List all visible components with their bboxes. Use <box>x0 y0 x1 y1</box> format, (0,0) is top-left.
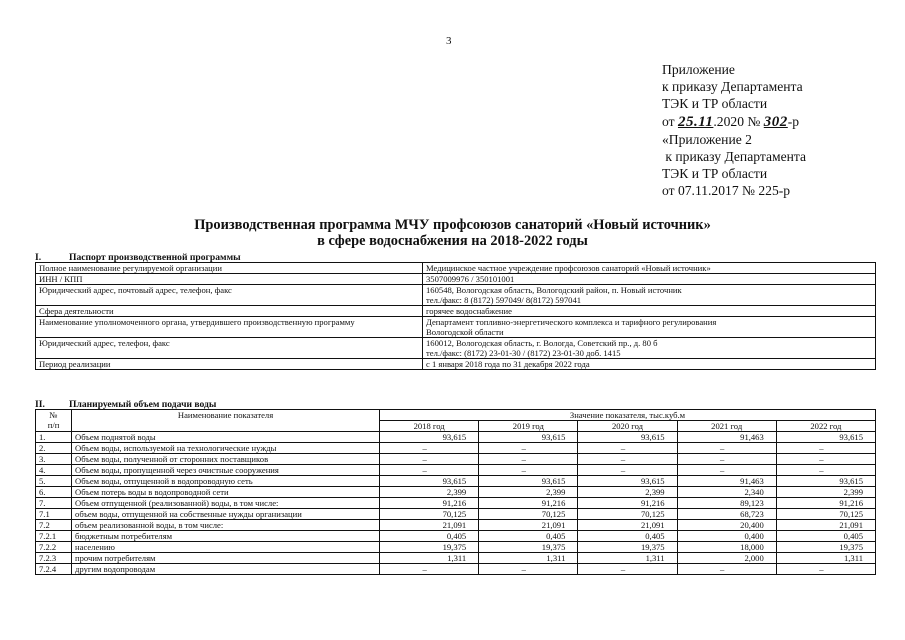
row-indicator-name: объем реализованной воды, в том числе: <box>72 520 380 531</box>
passport-key: Сфера деятельности <box>36 306 423 317</box>
row-value: – <box>479 564 578 575</box>
passport-value-line: Медицинское частное учреждение профсоюзов санаторий «Новый источник» <box>426 263 711 273</box>
row-value: 21,091 <box>479 520 578 531</box>
row-value: – <box>578 454 677 465</box>
row-value: – <box>380 454 479 465</box>
passport-value <box>423 263 876 274</box>
row-indicator-name: Объем поднятой воды <box>72 432 380 443</box>
appendix-line: к приказу Департамента <box>662 79 803 95</box>
row-value: 20,400 <box>677 520 776 531</box>
row-indicator-name: Объем воды, используемой на технологические нужды <box>72 443 380 454</box>
row-value: 18,000 <box>677 542 776 553</box>
row-value: – <box>380 443 479 454</box>
row-value: 2,399 <box>578 487 677 498</box>
appendix-order-date <box>662 113 806 131</box>
row-value: 1,311 <box>776 553 875 564</box>
row-number: 4. <box>36 465 72 476</box>
appendix-line: ТЭК и ТР области <box>662 166 768 182</box>
row-number: 7.2.3 <box>36 553 72 564</box>
row-value: 0,405 <box>479 531 578 542</box>
row-value: 91,463 <box>677 476 776 487</box>
table-row <box>36 443 876 454</box>
row-value: 21,091 <box>776 520 875 531</box>
appendix-year: .2020 № <box>713 113 761 129</box>
passport-row <box>36 359 876 370</box>
passport-table <box>35 262 876 370</box>
passport-row <box>36 274 876 285</box>
row-value: 91,216 <box>776 498 875 509</box>
passport-key: Полное наименование регулируемой организации <box>36 263 423 274</box>
appendix-prefix: от <box>662 113 675 129</box>
page-number: 3 <box>446 35 452 47</box>
handwritten-order-number: 302 <box>763 113 788 130</box>
row-value: 1,311 <box>578 553 677 564</box>
row-value: 93,615 <box>776 432 875 443</box>
passport-key: Юридический адрес, почтовый адрес, телефон, факс <box>36 285 423 306</box>
row-number: 7.1 <box>36 509 72 520</box>
row-value: 70,125 <box>380 509 479 520</box>
row-value: – <box>578 443 677 454</box>
handwritten-date: 25.11 <box>677 113 714 130</box>
year-header: 2019 год <box>479 421 578 432</box>
row-value: – <box>578 465 677 476</box>
row-value: – <box>677 454 776 465</box>
year-header: 2022 год <box>776 421 875 432</box>
table-row <box>36 476 876 487</box>
row-value: – <box>677 443 776 454</box>
row-indicator-name: бюджетным потребителям <box>72 531 380 542</box>
row-value: 91,216 <box>479 498 578 509</box>
table-row <box>36 454 876 465</box>
row-value: – <box>380 564 479 575</box>
column-header-value: Значение показателя, тыс.куб.м <box>380 410 876 421</box>
row-value: – <box>776 454 875 465</box>
row-value: 2,000 <box>677 553 776 564</box>
document-title <box>0 217 905 249</box>
row-value: – <box>578 564 677 575</box>
row-value: – <box>776 443 875 454</box>
section-title: Паспорт производственной программы <box>69 252 241 263</box>
row-number: 7.2.4 <box>36 564 72 575</box>
row-value: 93,615 <box>380 432 479 443</box>
header-number-abbr: п/п <box>47 420 60 430</box>
row-indicator-name: другим водопроводам <box>72 564 380 575</box>
appendix-header <box>662 61 806 200</box>
row-number: 5. <box>36 476 72 487</box>
row-value: 19,375 <box>578 542 677 553</box>
header-number-sign: № <box>49 410 58 420</box>
passport-row <box>36 306 876 317</box>
row-value: 19,375 <box>380 542 479 553</box>
table-row <box>36 465 876 476</box>
passport-value-line: 3507009976 / 350101001 <box>426 274 515 284</box>
row-value: – <box>776 465 875 476</box>
row-value: 89,123 <box>677 498 776 509</box>
table-row <box>36 564 876 575</box>
row-value: 1,311 <box>380 553 479 564</box>
row-value: 0,405 <box>776 531 875 542</box>
row-number: 3. <box>36 454 72 465</box>
row-number: 7.2.2 <box>36 542 72 553</box>
passport-row <box>36 338 876 359</box>
appendix-line: ТЭК и ТР области <box>662 96 768 112</box>
table-row <box>36 553 876 564</box>
passport-value-line: Департамент топливно-энергетического комплекса и тарифного регулирования <box>426 317 717 327</box>
row-value: 0,405 <box>578 531 677 542</box>
row-value: 93,615 <box>578 432 677 443</box>
row-value: 2,399 <box>479 487 578 498</box>
passport-value-line: тел./факс: (8172) 23-01-30 / (8172) 23-01-30 доб. 1415 <box>426 348 621 358</box>
passport-value-line: 160012, Вологодская область, г. Вологда, Советский пр., д. 80 б <box>426 338 658 348</box>
row-number: 7. <box>36 498 72 509</box>
passport-key: Юридический адрес, телефон, факс <box>36 338 423 359</box>
row-value: 70,125 <box>776 509 875 520</box>
row-indicator-name: населению <box>72 542 380 553</box>
table-row <box>36 432 876 443</box>
row-value: 70,125 <box>479 509 578 520</box>
passport-value-line: 160548, Вологодская область, Вологодский район, п. Новый источник <box>426 285 682 295</box>
title-line: Производственная программа МЧУ профсоюзов санаторий «Новый источник» <box>194 217 711 233</box>
passport-value-line: с 1 января 2018 года по 31 декабря 2022 года <box>426 359 590 369</box>
table-row <box>36 520 876 531</box>
row-value: 19,375 <box>776 542 875 553</box>
row-value: – <box>776 564 875 575</box>
passport-value <box>423 359 876 370</box>
row-value: 91,216 <box>380 498 479 509</box>
passport-value <box>423 274 876 285</box>
row-value: 93,615 <box>479 432 578 443</box>
row-value: 93,615 <box>380 476 479 487</box>
passport-row <box>36 317 876 338</box>
passport-value <box>423 338 876 359</box>
row-value: – <box>677 465 776 476</box>
appendix-line: «Приложение 2 <box>662 131 752 147</box>
row-indicator-name: Объем воды, отпущенной в водопроводную сеть <box>72 476 380 487</box>
passport-key: Период реализации <box>36 359 423 370</box>
row-value: 0,400 <box>677 531 776 542</box>
row-value: 21,091 <box>578 520 677 531</box>
row-value: – <box>479 465 578 476</box>
appendix-line: Приложение <box>662 62 735 77</box>
row-value: 70,125 <box>578 509 677 520</box>
section-number: II. <box>35 399 45 410</box>
table-row <box>36 509 876 520</box>
passport-row <box>36 285 876 306</box>
row-value: 91,463 <box>677 432 776 443</box>
appendix-line: от 07.11.2017 № 225-р <box>662 183 791 199</box>
year-header: 2020 год <box>578 421 677 432</box>
table-row <box>36 531 876 542</box>
column-header-number <box>36 410 72 432</box>
row-number: 2. <box>36 443 72 454</box>
title-line: в сфере водоснабжения на 2018-2022 годы <box>317 233 588 249</box>
row-number: 7.2 <box>36 520 72 531</box>
row-value: 21,091 <box>380 520 479 531</box>
row-indicator-name: Объем отпущенной (реализованной) воды, в том числе: <box>72 498 380 509</box>
appendix-line: к приказу Департамента <box>662 149 807 165</box>
row-number: 1. <box>36 432 72 443</box>
passport-key: ИНН / КПП <box>36 274 423 285</box>
passport-value <box>423 317 876 338</box>
passport-value-line: Вологодской области <box>426 327 504 337</box>
row-number: 7.2.1 <box>36 531 72 542</box>
row-indicator-name: прочим потребителям <box>72 553 380 564</box>
row-value: 1,311 <box>479 553 578 564</box>
water-volume-table <box>35 409 876 575</box>
column-header-name: Наименование показателя <box>72 410 380 432</box>
passport-value <box>423 285 876 306</box>
year-header: 2021 год <box>677 421 776 432</box>
row-value: 19,375 <box>479 542 578 553</box>
row-indicator-name: Объем потерь воды в водопроводной сети <box>72 487 380 498</box>
appendix-suffix: -р <box>787 113 800 129</box>
row-value: 68,723 <box>677 509 776 520</box>
table-row <box>36 487 876 498</box>
row-value: – <box>479 454 578 465</box>
row-indicator-name: объем воды, отпущенной на собственные нужды организации <box>72 509 380 520</box>
year-header: 2018 год <box>380 421 479 432</box>
row-value: 2,399 <box>776 487 875 498</box>
section-number: I. <box>35 252 42 263</box>
table-row <box>36 542 876 553</box>
passport-value-line: тел./факс: 8 (8172) 597049/ 8(8172) 597041 <box>426 295 582 305</box>
row-value: 2,399 <box>380 487 479 498</box>
passport-value <box>423 306 876 317</box>
row-indicator-name: Объем воды, пропущенной через очистные сооружения <box>72 465 380 476</box>
row-value: 93,615 <box>479 476 578 487</box>
table-row <box>36 498 876 509</box>
row-value: 2,340 <box>677 487 776 498</box>
row-value: – <box>380 465 479 476</box>
row-value: 91,216 <box>578 498 677 509</box>
passport-key: Наименование уполномоченного органа, утвердившего производственную программу <box>36 317 423 338</box>
row-value: – <box>677 564 776 575</box>
row-value: 93,615 <box>578 476 677 487</box>
row-number: 6. <box>36 487 72 498</box>
passport-value-line: горячее водоснабжение <box>426 306 512 316</box>
section-title: Планируемый объем подачи воды <box>69 399 217 410</box>
row-value: – <box>479 443 578 454</box>
passport-row <box>36 263 876 274</box>
row-value: 0,405 <box>380 531 479 542</box>
row-value: 93,615 <box>776 476 875 487</box>
row-indicator-name: Объем воды, полученной от сторонних поставщиков <box>72 454 380 465</box>
